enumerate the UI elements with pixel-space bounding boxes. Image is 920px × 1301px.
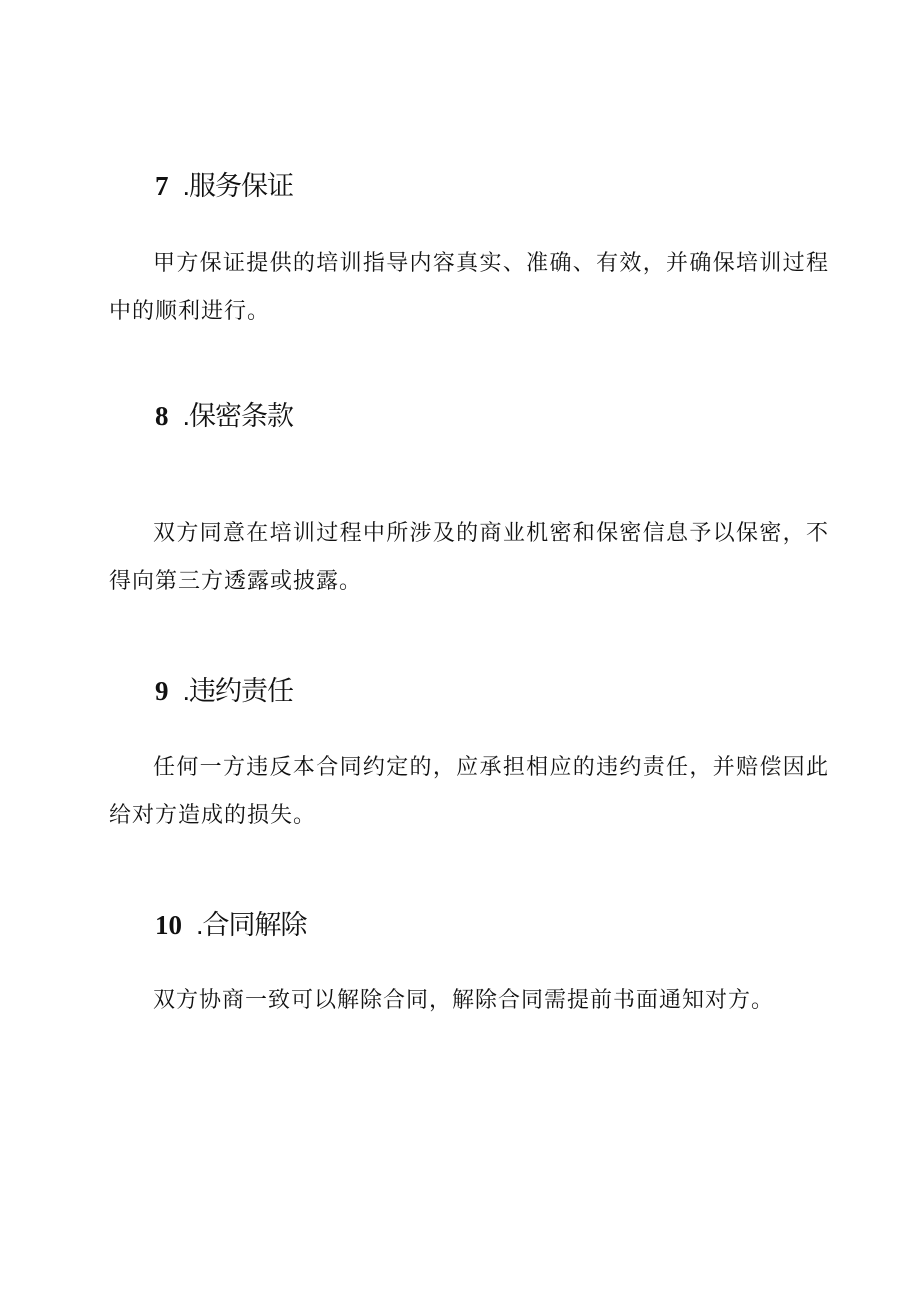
- section-heading-9: [155, 673, 293, 710]
- section-title: .保密条款: [182, 401, 294, 431]
- section-paragraph-9: 任何一方违反本合同约定的，应承担相应的违约责任，并赔偿因此给对方造成的损失。: [109, 755, 829, 828]
- section-heading-7: [155, 168, 293, 205]
- section-paragraph-7: 甲方保证提供的培训指导内容真实、准确、有效，并确保培训过程中的顺利进行。: [109, 251, 829, 324]
- section-number: 7: [155, 171, 169, 201]
- section-title: .违约责任: [182, 676, 294, 706]
- section-paragraph-8: 双方同意在培训过程中所涉及的商业机密和保密信息予以保密，不得向第三方透露或披露。: [109, 521, 829, 594]
- section-title: .服务保证: [182, 171, 294, 201]
- section-number: 9: [155, 676, 169, 706]
- section-heading-8: [155, 398, 293, 435]
- section-paragraph-10: 双方协商一致可以解除合同，解除合同需提前书面通知对方。: [153, 988, 775, 1013]
- section-heading-10: [155, 907, 307, 944]
- section-title: .合同解除: [196, 910, 307, 940]
- section-number: 8: [155, 401, 169, 431]
- section-number: 10: [155, 910, 182, 940]
